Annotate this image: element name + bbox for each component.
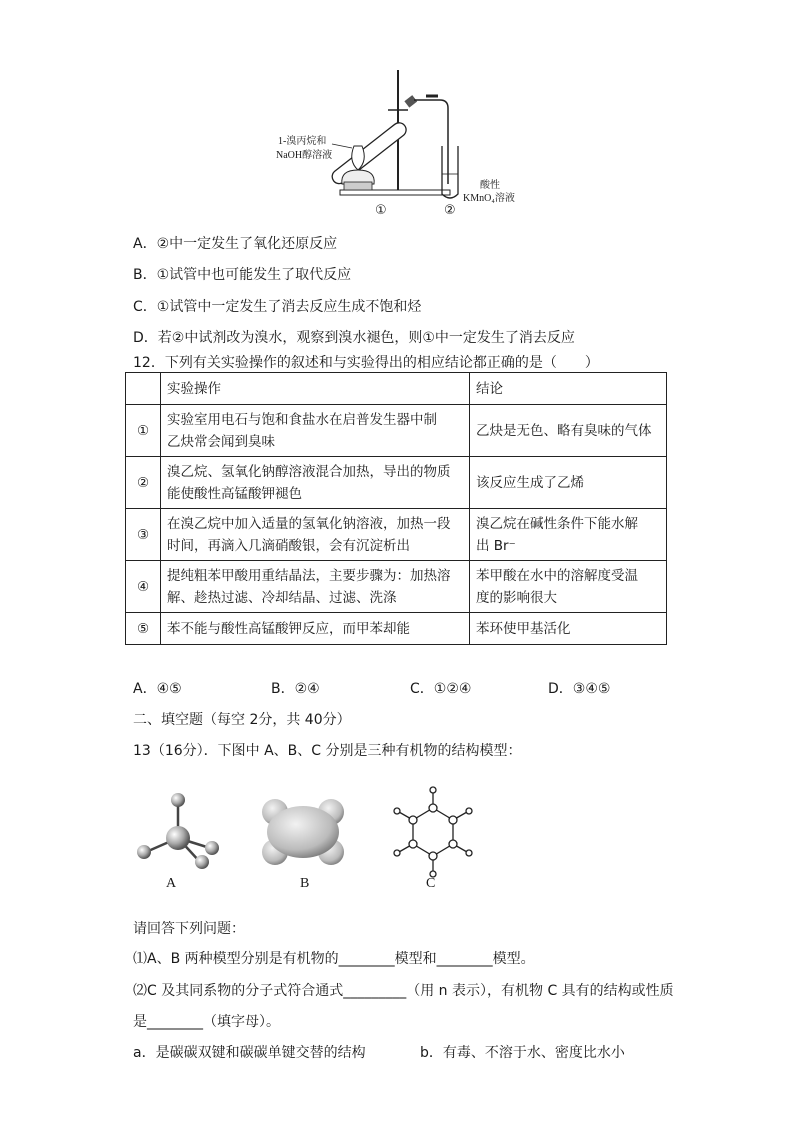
row-operation: 实验室用电石与饱和食盐水在启普发生器中制 乙炔常会闻到臭味 [161,405,470,457]
q13-sub2-line2: 是________（填字母）。 [133,1014,280,1030]
row-conclusion: 溴乙烷在碱性条件下能水解 出 Br⁻ [470,509,667,561]
q12-option-d: D．③④⑤ [548,681,611,697]
row-number: ④ [126,561,161,613]
table-header-operation: 实验操作 [161,373,470,405]
table-header-conclusion: 结论 [470,373,667,405]
apparatus-mark-2: ② [444,203,456,218]
left-reagent-label-2: NaOH醇溶液 [276,150,333,161]
q11-option-a: A．②中一定发生了氧化还原反应 [133,236,338,252]
model-label-b: B [300,876,310,891]
row-conclusion: 苯环使甲基活化 [470,613,667,645]
q12-experiment-table [125,372,667,645]
q12-stem: 12．下列有关实验操作的叙述和与实验得出的相应结论都正确的是（ ） [133,355,599,371]
row-conclusion: 苯甲酸在水中的溶解度受温 度的影响很大 [470,561,667,613]
apparatus-mark-1: ① [375,203,387,218]
q13-stem: 13（16分）．下图中 A、B、C 分别是三种有机物的结构模型： [133,743,522,759]
model-label-a: A [166,876,177,891]
q11-option-b: B．①试管中也可能发生了取代反应 [133,267,352,283]
row-operation: 溴乙烷、氢氧化钠醇溶液混合加热，导出的物质 能使酸性高锰酸钾褪色 [161,457,470,509]
right-reagent-label-2: KMnO₄溶液 [463,193,515,204]
table-row [126,405,667,457]
q13-prompt: 请回答下列问题： [133,921,245,937]
q12-options [133,678,653,698]
row-operation: 提纯粗苯甲酸用重结晶法，主要步骤为：加热溶 解、趁热过滤、冷却结晶、过滤、洗涤 [161,561,470,613]
table-row [126,561,667,613]
row-conclusion: 该反应生成了乙烯 [470,457,667,509]
row-conclusion: 乙炔是无色、略有臭味的气体 [470,405,667,457]
model-b-space-filling [262,799,344,865]
row-operation: 苯不能与酸性高锰酸钾反应，而甲苯却能 [161,613,470,645]
q13-choice-a: a．是碳碳双键和碳碳单键交替的结构 [133,1045,366,1061]
left-reagent-label-1: 1-溴丙烷和 [278,136,327,147]
model-a-ball-and-stick [137,793,219,869]
model-label-c: C [426,876,436,891]
row-number: ③ [126,509,161,561]
q12-option-b: B．②④ [271,681,320,697]
table-header-num [126,373,161,405]
q13-choice-b: b．有毒、不溶于水、密度比水小 [420,1045,625,1061]
q13-sub1: ⑴A、B 两种模型分别是有机物的________模型和________模型。 [133,951,535,967]
table-header-row [126,373,667,405]
section-heading: 二、填空题（每空 2分，共 40分） [133,712,351,728]
row-number: ⑤ [126,613,161,645]
row-number: ② [126,457,161,509]
q13-sub2-line1: ⑵C 及其同系物的分子式符合通式_________（用 n 表示），有机物 C 具有的结构或性质 [133,983,674,999]
table-row [126,509,667,561]
table-row [126,613,667,645]
q11-option-c: C．①试管中一定发生了消去反应生成不饱和烃 [133,299,422,315]
q11-option-d: D．若②中试剂改为溴水，观察到溴水褪色，则①中一定发生了消去反应 [133,330,575,346]
q12-option-c: C．①②④ [410,681,472,697]
table-row [126,457,667,509]
row-operation: 在溴乙烷中加入适量的氢氧化钠溶液，加热一段 时间，再滴入几滴硝酸银，会有沉淀析出 [161,509,470,561]
right-reagent-label-1: 酸性 [480,180,500,191]
row-number: ① [126,405,161,457]
q12-option-a: A．④⑤ [133,681,182,697]
model-c-ring-skeleton [394,787,472,877]
